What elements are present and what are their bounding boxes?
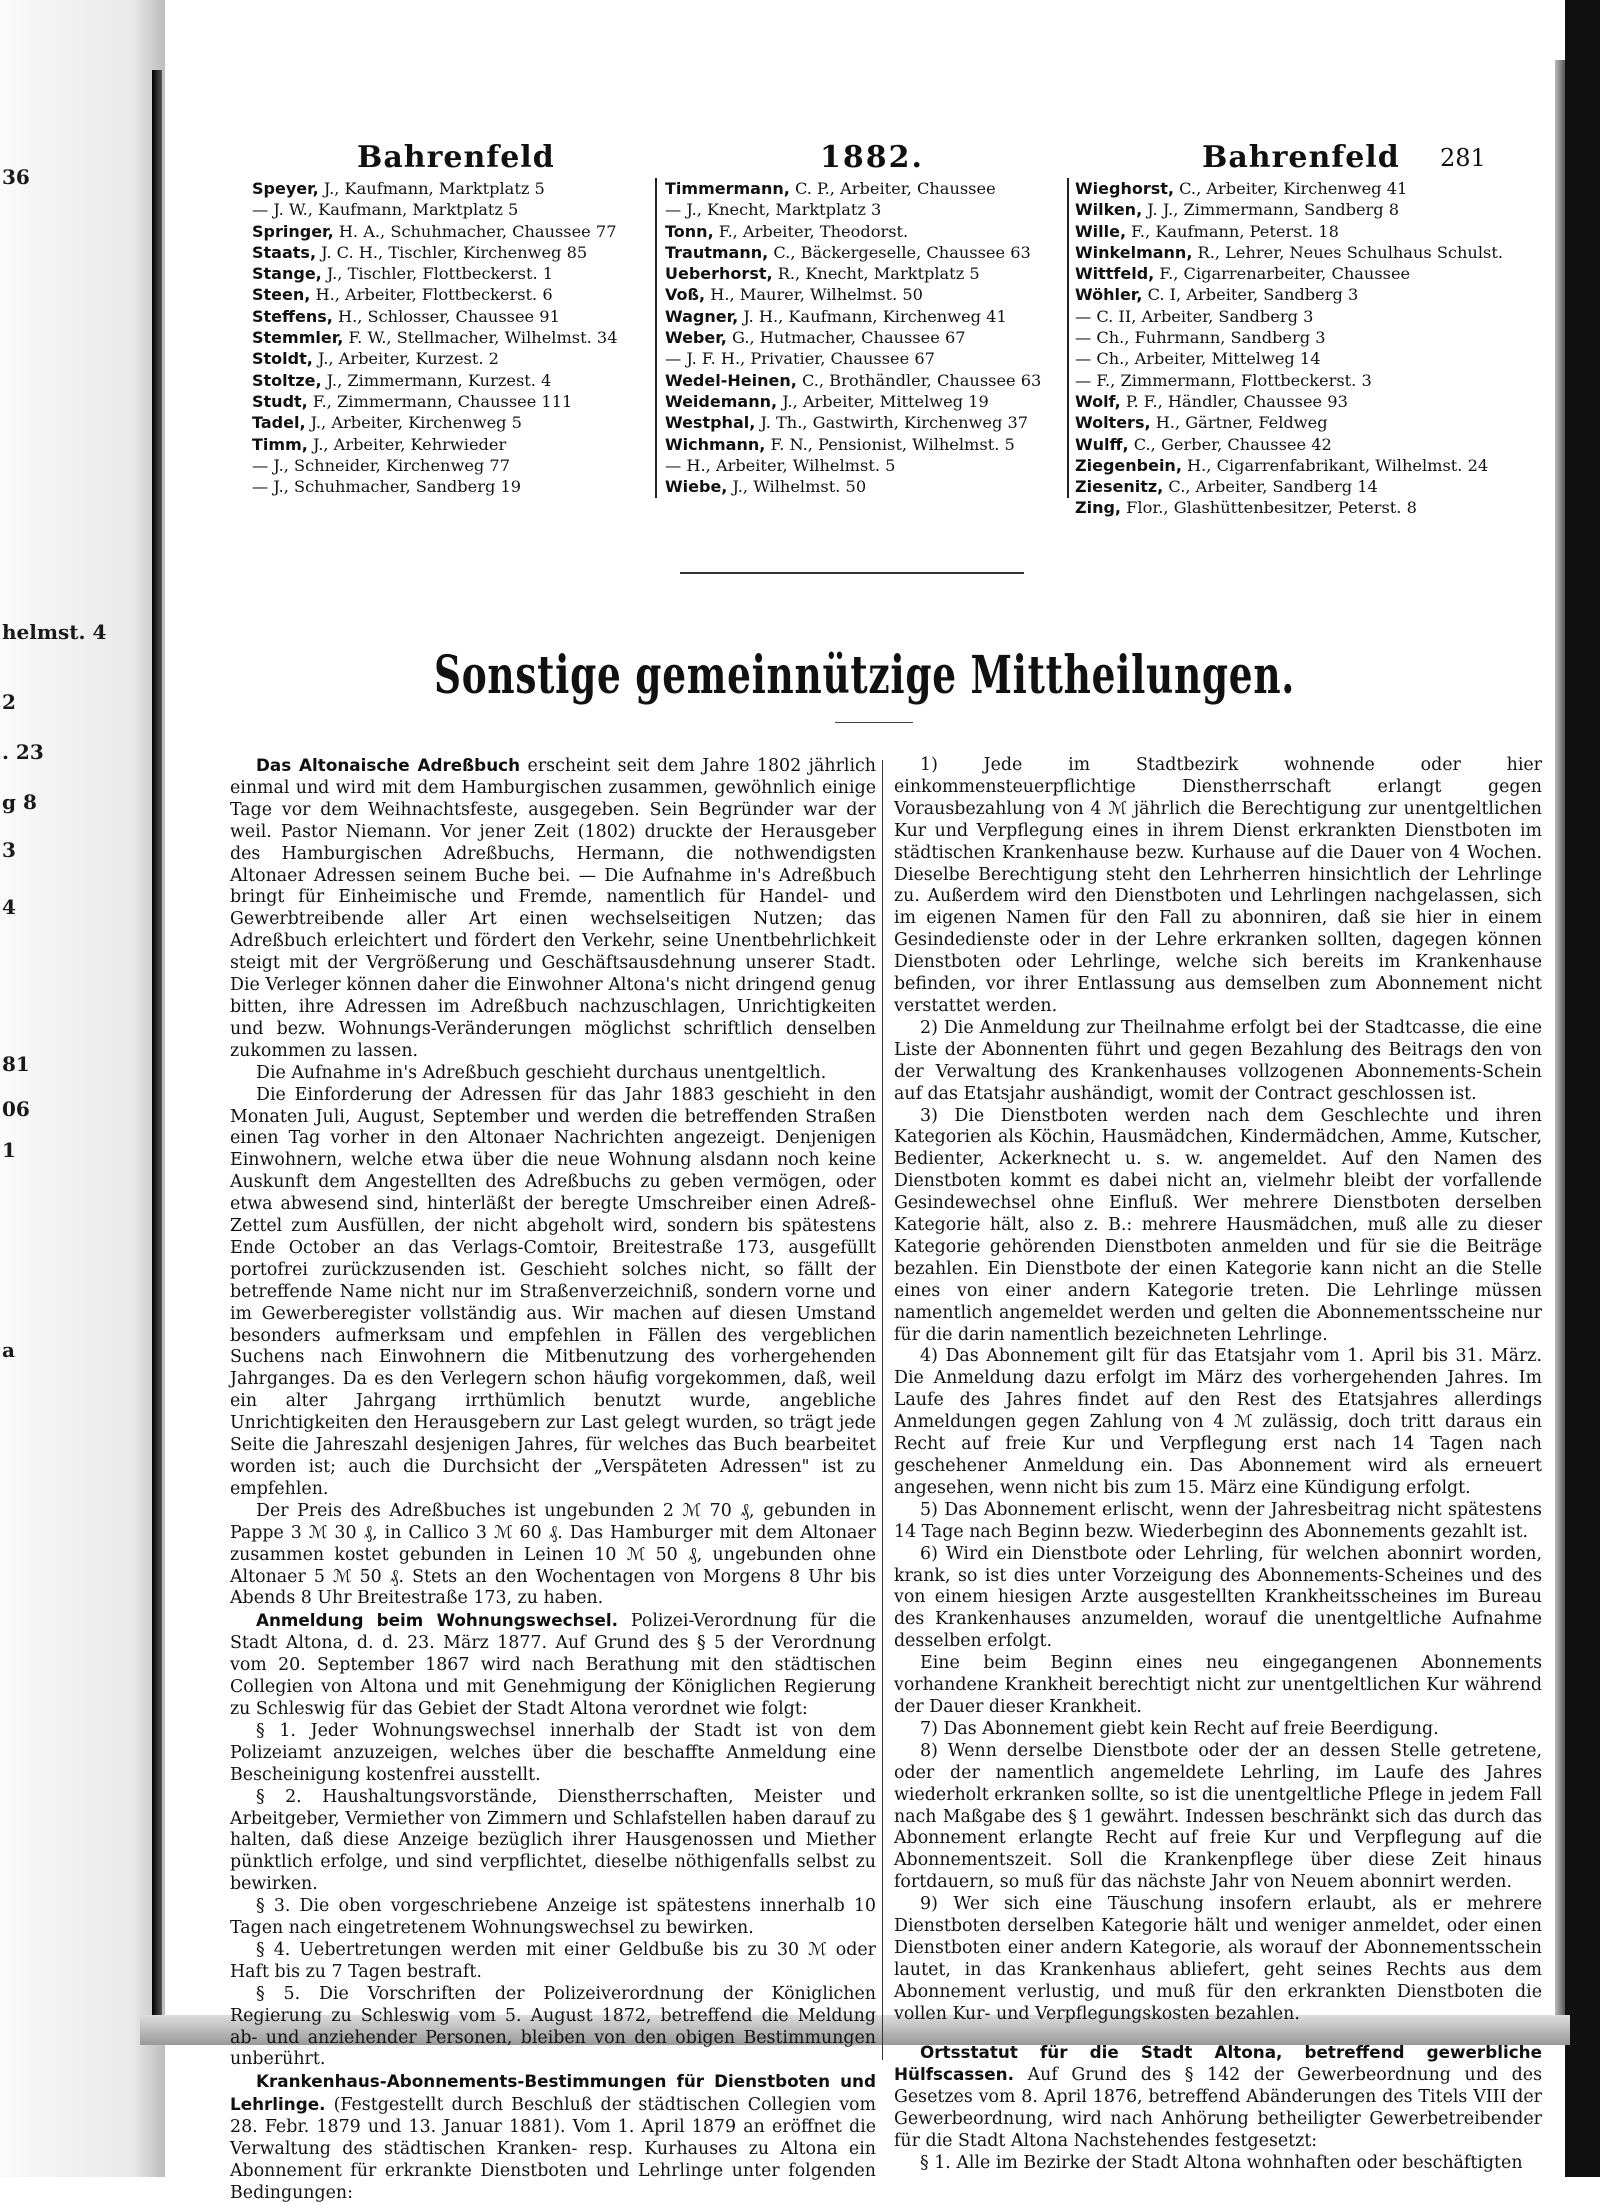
- running-header: [172, 140, 1557, 180]
- directory-entry: [665, 455, 1085, 476]
- directory-entry: [1075, 284, 1545, 305]
- directory-entry: [1075, 221, 1545, 242]
- numbered-paragraph: 9) Wer sich eine Täuschung insofern erlaubt, als er mehrere Dienstboten derselben Kategorie hält und weniger anmeldet, oder einen Dienstboten einer andern Kategorie, als worauf der Abonnementsschein lautet, in das Krankenhaus abliefert, geht seines Rechts aus dem Abonnement verlustig, und muß für den erkrankten Dienstboten die vollen Kur- und Verpflegungskosten bezahlen.: [894, 1894, 1542, 2024]
- paragraph: Die Aufnahme in's Adreßbuch geschieht durchaus unentgeltlich.: [256, 1062, 827, 1083]
- entry-details: J., Arbeiter, Kurzest. 2: [312, 349, 499, 369]
- directory-entry: [1075, 476, 1545, 497]
- section-title: Sonstige gemeinnützige Mittheilungen.: [433, 645, 1296, 706]
- entry-details: — H., Arbeiter, Wilhelmst. 5: [665, 455, 896, 475]
- entry-surname: Stoltze,: [252, 370, 322, 390]
- directory-entry: [665, 327, 1085, 348]
- directory-entry: [252, 391, 692, 412]
- paragraph-krankenhaus: [230, 2071, 876, 2204]
- paragraph: Der Preis des Adreßbuches ist ungebunden 2 ℳ 70 ₰, gebunden in Pappe 3 ℳ 30 ₰, in Callico 3 ℳ 60 ₰. Das Hamburger mit dem Altonaer zusammen kostet gebunden in Leinen 10 ℳ 50 ₰, ungebunden ohne Altonaer 5 ℳ 50 ₰. Stets an den Wochentagen von Morgens 8 Uhr bis Abends 8 Uhr Breitestraße 173, zu haben.: [230, 1500, 876, 1609]
- directory-entry: [252, 434, 692, 455]
- left-page-fragment: 06: [2, 1097, 30, 1121]
- title-underline: [835, 722, 913, 723]
- entry-details: — F., Zimmermann, Flottbeckerst. 3: [1075, 370, 1372, 390]
- entry-details: J., Zimmermann, Kurzest. 4: [321, 370, 552, 390]
- entry-surname: Zing,: [1075, 498, 1122, 518]
- entry-details: C., Bäckergeselle, Chaussee 63: [768, 242, 1031, 262]
- directory-entry: [665, 199, 1085, 220]
- entry-surname: Ueberhorst,: [665, 264, 773, 284]
- entry-surname: Wolf,: [1075, 391, 1121, 411]
- directory-entry: [665, 348, 1085, 369]
- directory-entry: [665, 263, 1085, 284]
- entry-surname: Wiebe,: [665, 477, 728, 497]
- directory-entry: [252, 263, 692, 284]
- directory-entry: [665, 178, 1085, 199]
- numbered-paragraph: 4) Das Abonnement gilt für das Etatsjahr vom 1. April bis 31. März. Die Anmeldung dazu erfolgt im März des vorhergehenden Jahres. Im Laufe des Jahres findet auf den Rest des Etatsjahres allerdings Anmeldungen gegen Zahlung von 4 ℳ zulässig, doch tritt daraus ein Recht auf freie Kur und Verpflegung erst nach 14 Tagen nach geschehener Anmeldung ein. Das Abonnement wird als erneuert angesehen, wenn nicht bis zum 15. März eine Kündigung erfolgt.: [894, 1346, 1542, 1498]
- document-page: [172, 60, 1557, 2203]
- entry-surname: Voß,: [665, 285, 706, 305]
- left-page-fragment: 1: [2, 1138, 16, 1162]
- entry-details: C. I, Arbeiter, Sandberg 3: [1142, 285, 1359, 305]
- entry-surname: Timm,: [252, 434, 308, 454]
- entry-surname: Steen,: [252, 285, 311, 305]
- left-page-fragment: 36: [2, 165, 30, 189]
- directory-entry: [252, 178, 692, 199]
- directory-entry: [252, 370, 692, 391]
- entry-surname: Stoldt,: [252, 349, 313, 369]
- section-paragraph: § 2. Haushaltungsvorstände, Dienstherrschaften, Meister und Arbeitgeber, Vermiether von Zimmern und Schlafstellen haben darauf zu halten, daß diese Anzeige bezüglich ihrer Hausgenossen und Miether pünktlich erfolge, und sind verpflichtet, dieselbe nöthigenfalls selbst zu bewirken.: [230, 1786, 876, 1895]
- entry-surname: Weidemann,: [665, 391, 778, 411]
- entry-details: H., Cigarrenfabrikant, Wilhelmst. 24: [1181, 455, 1489, 475]
- entry-surname: Studt,: [252, 391, 308, 411]
- entry-details: J., Arbeiter, Mittelweg 19: [777, 391, 989, 411]
- entry-details: Flor., Glashüttenbesitzer, Peterst. 8: [1121, 498, 1417, 518]
- entry-details: J., Tischler, Flottbeckerst. 1: [321, 264, 554, 284]
- entry-surname: Wichmann,: [665, 434, 766, 454]
- left-page-fragment: 4: [2, 895, 16, 919]
- directory-entry: [1075, 412, 1545, 433]
- directory-entry: [665, 306, 1085, 327]
- directory-entry: [1075, 391, 1545, 412]
- numbered-paragraph: 5) Das Abonnement erlischt, wenn der Jahresbeitrag nicht spätestens 14 Tage nach Beginn bezw. Wiederbeginn des Abonnements gezahlt ist.: [894, 1499, 1542, 1542]
- directory-entry: [665, 391, 1085, 412]
- entry-details: J., Arbeiter, Kehrwieder: [307, 434, 507, 454]
- entry-surname: Stange,: [252, 264, 322, 284]
- section-paragraph: § 3. Die oben vorgeschriebene Anzeige ist spätestens innerhalb 10 Tagen nach eingetretenem Wohnungswechsel zu bewirken.: [230, 1896, 876, 1939]
- entry-details: — Ch., Fuhrmann, Sandberg 3: [1075, 328, 1326, 348]
- entry-details: H. A., Schuhmacher, Chaussee 77: [333, 221, 617, 241]
- entry-surname: Steffens,: [252, 306, 333, 326]
- entry-surname: Westphal,: [665, 413, 756, 433]
- entry-surname: Wulff,: [1075, 434, 1129, 454]
- entry-surname: Springer,: [252, 221, 334, 241]
- entry-surname: Wöhler,: [1075, 285, 1143, 305]
- directory-entry: [1075, 306, 1545, 327]
- directory-entry: [252, 412, 692, 433]
- entry-details: H., Gärtner, Feldweg: [1150, 413, 1328, 433]
- entry-surname: Winkelmann,: [1075, 242, 1193, 262]
- directory-column-1: [252, 178, 692, 497]
- entry-surname: Wagner,: [665, 306, 739, 326]
- right-text-column: [894, 755, 1542, 2175]
- entry-details: J., Arbeiter, Kirchenweg 5: [305, 413, 522, 433]
- entry-surname: Tadel,: [252, 413, 306, 433]
- entry-details: — Ch., Arbeiter, Mittelweg 14: [1075, 349, 1321, 369]
- entry-surname: Tonn,: [665, 221, 714, 241]
- column-divider: [882, 760, 883, 2060]
- paragraph-wohnungswechsel: [230, 1610, 876, 1721]
- directory-entry: [665, 242, 1085, 263]
- directory-entry: [665, 221, 1085, 242]
- entry-surname: Ziesenitz,: [1075, 477, 1164, 497]
- entry-details: — J., Schneider, Kirchenweg 77: [252, 455, 511, 475]
- entry-surname: Wieghorst,: [1075, 179, 1174, 198]
- numbered-paragraph: 8) Wenn derselbe Dienstbote oder der an dessen Stelle getretene, oder der namentlich angemeldete Lehrling, im Laufe des Jahres wiederholt erkranken sollte, so ist die unentgeltliche Pflege in jedem Fall nach Maßgabe des § 1 gewährt. Indessen beschränkt sich das durch das Abonnement erlangte Recht auf freie Kur und Verpflegung auf die Abonnementszeit. Soll die Krankenpflege über diese Zeit hinaus fortdauern, so muß für das nächste Jahr von Neuem abonnirt werden.: [894, 1740, 1542, 1893]
- directory-entry: [252, 455, 692, 476]
- directory-entry: [252, 306, 692, 327]
- directory-entry: [665, 476, 1085, 497]
- left-page-fragment: a: [2, 1338, 15, 1362]
- directory-entry: [252, 242, 692, 263]
- section-paragraph: § 1. Jeder Wohnungswechsel innerhalb der Stadt ist von dem Polizeiamt anzuzeigen, welches über die beschaffte Anmeldung eine Bescheinigung kostenfrei ausstellt.: [230, 1720, 876, 1785]
- directory-entry: [665, 284, 1085, 305]
- book-gutter: [152, 70, 162, 2030]
- entry-details: J. H., Kaufmann, Kirchenweg 41: [738, 306, 1007, 326]
- directory-entry: [1075, 348, 1545, 369]
- column-divider: [655, 178, 657, 498]
- left-page-fragment: . 23: [2, 740, 44, 764]
- numbered-paragraph: 2) Die Anmeldung zur Theilnahme erfolgt bei der Stadtcasse, die eine Liste der Abonnenten führt und gegen Bezahlung des Beitrags den von der Verwaltung des Krankenhauses vollzogenen Abonnements-Schein auf das Etatsjahr aushändigt, womit der Contract geschlossen ist.: [894, 1017, 1542, 1104]
- directory-entry: [1075, 327, 1545, 348]
- entry-details: — C. II, Arbeiter, Sandberg 3: [1075, 306, 1314, 326]
- directory-entry: [1075, 199, 1545, 220]
- header-year: 1882.: [820, 140, 924, 175]
- entry-details: R., Lehrer, Neues Schulhaus Schulst.: [1192, 242, 1503, 262]
- directory-entry: [1075, 242, 1545, 263]
- paragraph-body: Polizei-Verordnung für die Stadt Altona, d. d. 23. März 1877. Auf Grund des § 5 der Verordnung vom 20. September 1867 wird nach Berathung mit den städtischen Collegien von Altona und mit Genehmigung der Königlichen Regierung zu Schleswig für das Gebiet der Stadt Altona verordnet wie folgt:: [230, 1611, 877, 1719]
- section-paragraph: § 4. Uebertretungen werden mit einer Geldbuße bis zu 30 ℳ oder Haft bis zu 7 Tagen bestraft.: [230, 1939, 876, 1982]
- entry-details: — J., Schuhmacher, Sandberg 19: [252, 477, 522, 497]
- directory-entry: [1075, 263, 1545, 284]
- entry-details: F., Kaufmann, Peterst. 18: [1126, 221, 1339, 241]
- entry-details: C. P., Arbeiter, Chaussee: [789, 179, 996, 198]
- entry-details: — J. F. H., Privatier, Chaussee 67: [665, 349, 935, 369]
- entry-surname: Trautmann,: [665, 242, 769, 262]
- entry-details: F., Zimmermann, Chaussee 111: [307, 391, 573, 411]
- numbered-paragraph: 6) Wird ein Dienstbote oder Lehrling, für welchen abonnirt worden, krank, so ist dies unter Vorzeigung des Abonnements-Scheines und des von einem hiesigen Arzte ausgestellten Krankheitsscheines im Bureau des Krankenhauses anzumelden, worauf die unentgeltliche Aufnahme desselben erfolgt.: [894, 1543, 1542, 1652]
- entry-details: R., Knecht, Marktplatz 5: [772, 264, 980, 284]
- directory-entry: [665, 434, 1085, 455]
- entry-details: C., Arbeiter, Kirchenweg 41: [1173, 179, 1408, 198]
- directory-entry: [665, 370, 1085, 391]
- directory-entry: [1075, 178, 1545, 199]
- paragraph-heading: Ortsstatut für die Stadt Altona, betreffend gewerbliche Hülfscassen.: [894, 2041, 1542, 2085]
- paragraph-heading: Das Altonaische Adreßbuch: [256, 755, 521, 775]
- directory-column-3: [1075, 178, 1545, 519]
- entry-details: — J., Knecht, Marktplatz 3: [665, 200, 882, 220]
- scan-border: [1565, 0, 1600, 2177]
- entry-details: F., Cigarrenarbeiter, Chaussee: [1154, 264, 1411, 284]
- entry-details: J. Th., Gastwirth, Kirchenweg 37: [755, 413, 1029, 433]
- left-page-edge: [0, 0, 150, 2177]
- entry-surname: Speyer,: [252, 179, 319, 198]
- left-page-fragment: g 8: [2, 790, 37, 814]
- entry-surname: Wedel-Heinen,: [665, 370, 797, 390]
- paragraph: Eine beim Beginn eines neu eingegangenen Abonnements vorhandene Krankheit berechtigt nicht zur unentgeltlichen Kur während der Dauer dieser Krankheit.: [894, 1653, 1542, 1717]
- header-right-title: Bahrenfeld: [1202, 140, 1400, 175]
- entry-surname: Weber,: [665, 328, 727, 348]
- entry-surname: Stemmler,: [252, 328, 344, 348]
- paragraph-body: Auf Grund des § 142 der Gewerbeordnung und des Gesetzes vom 8. April 1876, betreffend Abänderungen des Titels VIII der Gewerbeordnung, wird nach Anhörung betheiligter Gewerbetreibender für die Stadt Altona Nachstehendes festgesetzt:: [894, 2065, 1542, 2152]
- entry-surname: Wolters,: [1075, 413, 1151, 433]
- paragraph-body: (Festgestellt durch Beschluß der städtischen Collegien vom 28. Febr. 1879 und 13. Januar 1881). Vom 1. April 1879 an eröffnet die Verwaltung des städtischen Kranken- resp. Kurhauses zu Altona ein Abonnement für erkrankte Dienstboten und Lehrlinge unter folgenden Bedingungen:: [230, 2095, 876, 2203]
- directory-entry: [252, 199, 692, 220]
- paragraph-body: erscheint seit dem Jahre 1802 jährlich einmal und wird mit dem Hamburgischen zusammen, gewöhnlich einige Tage vor dem Weihnachtsfeste, ausgegeben. Sein Begründer war der weil. Pastor Niemann. Vor jener Zeit (1802) druckte der Herausgeber des Hamburgischen Adreßbuchs, Hermann, die nothwendigsten Altonaer Adressen seinem Buche bei. — Die Aufnahme in's Adreßbuch bringt für Einheimische und Fremde, namentlich für Handel- und Gewerbtreibende aller Art einen wechselseitigen Nutzen; das Adreßbuch erleichtert und fördert den Verkehr, seine Unentbehrlichkeit steigt mit der Vergrößerung und Geschäftsausdehnung unserer Stadt. Die Verleger können daher die Einwohner Altona's nicht dringend genug bitten, ihre Adressen im Adreßbuch nachzuschlagen, Unrichtigkeiten und bezw. Wohnungs-Veränderungen möglichst schriftlich denselben zukommen zu lassen.: [230, 756, 876, 1061]
- section-paragraph: § 1. Alle im Bezirke der Stadt Altona wohnhaften oder beschäftigten: [920, 2153, 1523, 2174]
- paragraph-ortsstatut: [894, 2042, 1542, 2154]
- entry-details: F. W., Stellmacher, Wilhelmst. 34: [343, 328, 618, 348]
- directory-entry: [665, 412, 1085, 433]
- directory-entry: [252, 327, 692, 348]
- entry-details: — J. W., Kaufmann, Marktplatz 5: [252, 200, 519, 220]
- entry-surname: Timmermann,: [665, 179, 790, 198]
- entry-details: J. J., Zimmermann, Sandberg 8: [1142, 200, 1400, 220]
- entry-surname: Wittfeld,: [1075, 264, 1155, 284]
- entry-details: H., Arbeiter, Flottbeckerst. 6: [310, 285, 553, 305]
- left-page-fragment: 2: [2, 690, 16, 714]
- directory-entry: [1075, 455, 1545, 476]
- paragraph: Die Einforderung der Adressen für das Jahr 1883 geschieht in den Monaten Juli, August, September und werden die betreffenden Straßen einen Tag vorher in den Altonaer Nachrichten angezeigt. Denjenigen Einwohnern, welche etwa über die neue Wohnung alsdann noch keine Auskunft dem Angestellten des Adreßbuchs zu geben vermögen, oder etwa abwesend sind, hinterläßt der beregte Umschreiber einen Adreß-Zettel zum Ausfüllen, der nicht abgeholt wird, sondern bis spätestens Ende October an das Verlags-Comtoir, Breitestraße 173, ausgefüllt portofrei zurückzusenden ist. Geschieht solches nicht, so fällt der betreffende Name nicht nur im Straßenverzeichniß, sondern vorne und im Gewerberegister vollständig aus. Wir machen auf diesen Umstand besonders aufmerksam und empfehlen in Fällen des vergeblichen Suchens nach Einwohnern die Mitbenutzung des vorhergehenden Jahrganges. Da es den Verlegern schon häufig vorgekommen, daß, weil ein alter Jahrgang irrthümlich benutzt wurde, angebliche Unrichtigkeiten den Herausgebern zur Last gelegt wurden, so trägt jede Seite die Jahreszahl desjenigen Jahres, für welches das Buch bearbeitet worden ist; auch die Durchsicht der „Verspäteten Adressen" ist zu empfehlen.: [230, 1084, 876, 1499]
- entry-details: C., Gerber, Chaussee 42: [1128, 434, 1332, 454]
- directory-entry: [1075, 497, 1545, 518]
- section-paragraph: § 5. Die Vorschriften der Polizeiverordnung der Königlichen Regierung zu Schleswig vom 5. August 1872, betreffend die Meldung ab- und anziehender Personen, bleiben von den obigen Bestimmungen unberührt.: [230, 1983, 876, 2070]
- numbered-paragraph: 3) Die Dienstboten werden nach dem Geschlechte und ihren Kategorien als Köchin, Hausmädchen, Kindermädchen, Amme, Kutscher, Bedienter, Ackerknecht u. s. w. angemeldet. Auf den Namen des Dienstboten kommt es dabei nicht an, vielmehr bleibt der vorfallende Gesindewechsel ohne Einfluß. Wer mehrere Dienstboten derselben Kategorie hält, also z. B.: mehrere Hausmädchen, muß alle zu dieser Kategorie gehörenden Dienstboten anmelden und für sie die Beiträge bezahlen. Ein Dienstbote der einen Kategorie kann nicht an die Stelle eines von einer andern Kategorie treten. Die Lehrlinge müssen namentlich angemeldet werden und gelten die Abonnementsscheine nur für die darin namentlich bezeichneten Lehrlinge.: [894, 1105, 1542, 1345]
- entry-surname: Ziegenbein,: [1075, 455, 1182, 475]
- directory-entry: [252, 476, 692, 497]
- left-page-fragment: helmst. 4: [2, 620, 107, 644]
- left-page-fragment: 3: [2, 838, 16, 862]
- entry-details: C., Brothändler, Chaussee 63: [796, 370, 1042, 390]
- entry-details: C., Arbeiter, Sandberg 14: [1163, 477, 1378, 497]
- directory-entry: [252, 348, 692, 369]
- entry-surname: Wilken,: [1075, 200, 1143, 220]
- entry-details: G., Hutmacher, Chaussee 67: [726, 328, 966, 348]
- numbered-paragraph: 1) Jede im Stadtbezirk wohnende oder hier einkommensteuerpflichtige Dienstherrschaft erlangt gegen Vorausbezahlung von 4 ℳ jährlich die Berechtigung zur unentgeltlichen Kur und Verpflegung eines in ihrem Dienst erkrankten Dienstboten im städtischen Krankenhause bezw. Kurhause auf die Dauer von 4 Wochen. Dieselbe Berechtigung steht den Lehrherren hinsichtlich der Lehrlinge zu. Außerdem wird den Dienstboten und Lehrlingen nachgelassen, sich im eigenen Namen für den Fall zu abonniren, daß sie hier in einem Gesindedienste oder in der Lehre erkranken sollten, dagegen können Dienstboten oder Lehrlinge, welche sich bereits im Krankenhause befinden, vor ihrer Entlassung aus demselben zum Abonnement nicht verstattet werden.: [894, 755, 1542, 1016]
- entry-details: H., Schlosser, Chaussee 91: [332, 306, 560, 326]
- paragraph-heading: Krankenhaus-Abonnements-Bestimmungen für Dienstboten und Lehrlinge.: [230, 2071, 876, 2115]
- directory-entry: [252, 221, 692, 242]
- entry-details: H., Maurer, Wilhelmst. 50: [705, 285, 923, 305]
- page-number: 281: [1440, 144, 1486, 172]
- directory-entry: [1075, 370, 1545, 391]
- left-text-column: [230, 755, 876, 2205]
- paragraph-heading: Anmeldung beim Wohnungswechsel.: [256, 1610, 618, 1631]
- entry-surname: Staats,: [252, 242, 317, 262]
- numbered-paragraph: 7) Das Abonnement giebt kein Recht auf freie Beerdigung.: [920, 1718, 1439, 1739]
- entry-details: P. F., Händler, Chaussee 93: [1120, 391, 1348, 411]
- directory-entry: [252, 284, 692, 305]
- directory-entry: [1075, 434, 1545, 455]
- entry-details: J. C. H., Tischler, Kirchenweg 85: [316, 242, 588, 262]
- entry-details: J., Wilhelmst. 50: [727, 477, 867, 497]
- entry-details: J., Kaufmann, Marktplatz 5: [318, 179, 545, 198]
- directory-column-2: [665, 178, 1085, 497]
- entry-details: F., Arbeiter, Theodorst.: [713, 221, 909, 241]
- left-page-fragment: 81: [2, 1052, 30, 1076]
- entry-details: F. N., Pensionist, Wilhelmst. 5: [765, 434, 1015, 454]
- entry-surname: Wille,: [1075, 221, 1127, 241]
- section-separator: [680, 572, 1024, 574]
- paragraph-adressbuch: [230, 755, 876, 1063]
- column-divider: [1067, 178, 1069, 498]
- header-left-title: Bahrenfeld: [357, 140, 555, 175]
